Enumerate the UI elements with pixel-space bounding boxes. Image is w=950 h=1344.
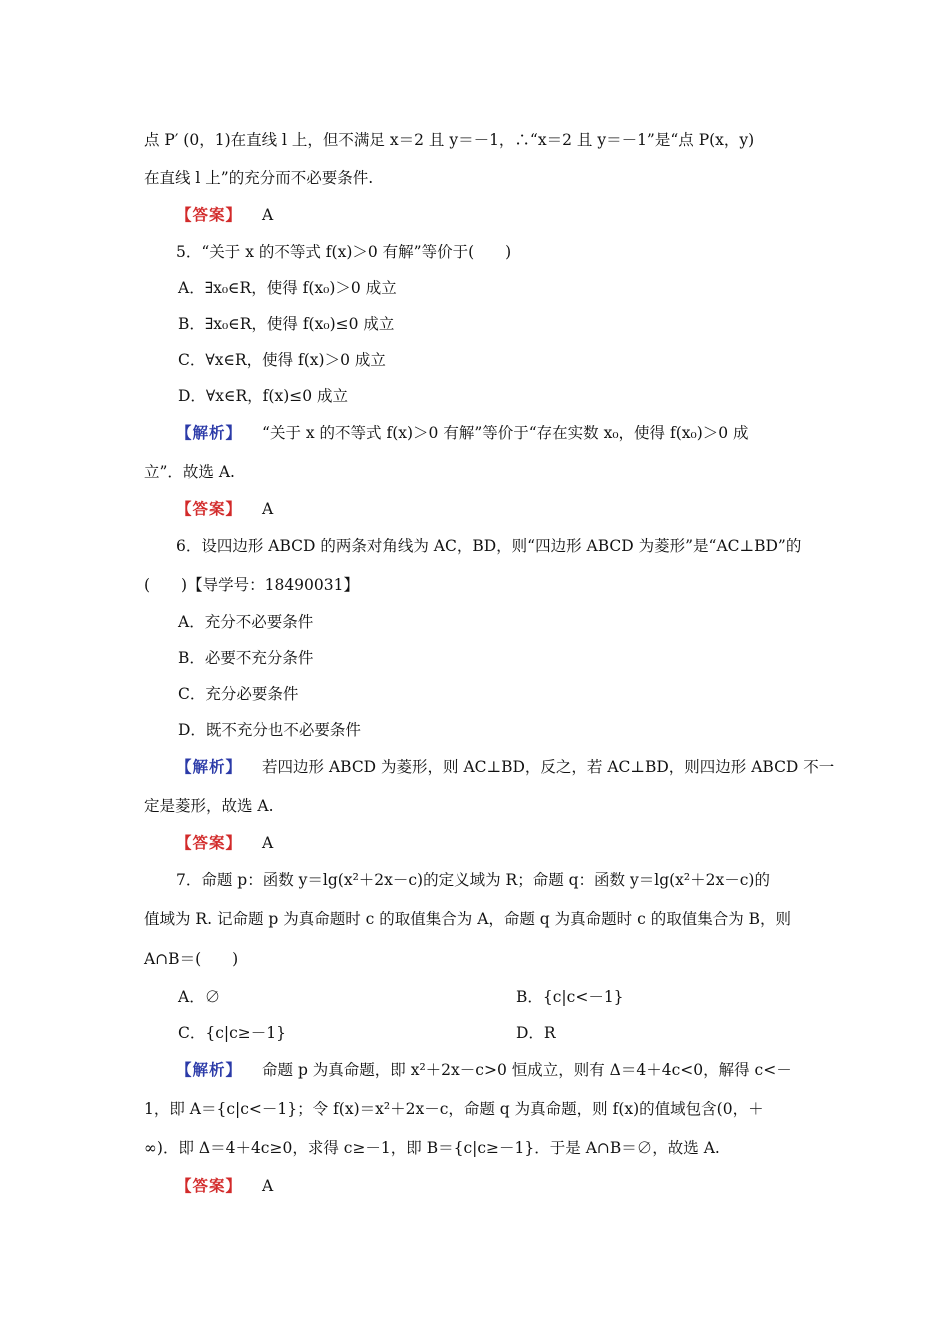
- q6-analysis-text-1: 若四边形 ABCD 为菱形，则 AC⊥BD，反之，若 AC⊥BD，则四边形 ABCD 不一: [262, 758, 835, 776]
- q4-explanation-line-1: 点 P′ (0，1)在直线 l 上，但不满足 x＝2 且 y＝－1，∴“x＝2 且 y＝－1”是“点 P(x，y): [144, 131, 755, 149]
- q5-option-c: C．∀x∈R，使得 f(x)＞0 成立: [178, 351, 386, 369]
- q7-analysis-text-1: 命题 p 为真命题，即 x²＋2x－c>0 恒成立，则有 Δ＝4＋4c<0，解得 c<－: [262, 1061, 792, 1079]
- answer-label: 【答案】: [176, 499, 243, 518]
- q4-answer: [176, 203, 273, 225]
- q5-option-d: D．∀x∈R，f(x)≤0 成立: [178, 387, 349, 405]
- answer-label: 【答案】: [176, 205, 243, 224]
- answer-label: 【答案】: [176, 833, 243, 852]
- q7-option-a: A．∅: [178, 988, 221, 1006]
- q7-stem-line-1: 7．命题 p：函数 y＝lg(x²＋2x－c)的定义域为 R；命题 q：函数 y＝lg(x²＋2x－c)的: [176, 871, 770, 889]
- q7-stem-line-2: 值域为 R. 记命题 p 为真命题时 c 的取值集合为 A，命题 q 为真命题时 c 的取值集合为 B，则: [144, 910, 792, 928]
- q6-stem-line-1: 6．设四边形 ABCD 的两条对角线为 AC，BD，则“四边形 ABCD 为菱形”是“AC⊥BD”的: [176, 537, 802, 555]
- answer-value: A: [262, 500, 274, 518]
- q5-analysis-text-1: “关于 x 的不等式 f(x)＞0 有解”等价于“存在实数 x₀，使得 f(x₀)＞0 成: [262, 424, 749, 442]
- q7-stem-line-3: A∩B＝( ): [144, 950, 239, 968]
- q6-option-c: C．充分必要条件: [178, 685, 299, 703]
- q5-answer: [176, 497, 273, 519]
- q5-analysis-line-2: 立”．故选 A.: [144, 463, 235, 481]
- q7-analysis-line-2: 1，即 A＝{c|c<－1}；令 f(x)＝x²＋2x－c，命题 q 为真命题，则 f(x)的值域包含(0，＋: [144, 1100, 764, 1118]
- q5-stem: 5．“关于 x 的不等式 f(x)＞0 有解”等价于( ): [176, 243, 512, 261]
- q6-option-d: D．既不充分也不必要条件: [178, 721, 361, 739]
- q5-option-a: A．∃x₀∈R，使得 f(x₀)＞0 成立: [178, 279, 397, 297]
- answer-value: A: [262, 206, 274, 224]
- analysis-label: 【解析】: [176, 757, 243, 776]
- q7-analysis-line-1: [176, 1058, 792, 1080]
- answer-value: A: [262, 1177, 274, 1195]
- q6-option-b: B．必要不充分条件: [178, 649, 314, 667]
- answer-label: 【答案】: [176, 1176, 243, 1195]
- q5-analysis-line-1: [176, 421, 749, 443]
- analysis-label: 【解析】: [176, 423, 243, 442]
- q6-answer: [176, 831, 273, 853]
- q7-option-d: D．R: [516, 1024, 556, 1042]
- analysis-label: 【解析】: [176, 1060, 243, 1079]
- q6-analysis-line-2: 定是菱形，故选 A.: [144, 797, 274, 815]
- q6-option-a: A．充分不必要条件: [178, 613, 314, 631]
- q7-answer: [176, 1174, 273, 1196]
- q5-option-b: B．∃x₀∈R，使得 f(x₀)≤0 成立: [178, 315, 395, 333]
- answer-value: A: [262, 834, 274, 852]
- q6-analysis-line-1: [176, 755, 834, 777]
- q4-explanation-line-2: 在直线 l 上”的充分而不必要条件.: [144, 169, 374, 187]
- q7-analysis-line-3: ∞)．即 Δ＝4＋4c≥0，求得 c≥－1，即 B＝{c|c≥－1}．于是 A∩B＝∅，故选 A.: [144, 1139, 720, 1157]
- q7-option-b: B．{c|c<－1}: [516, 988, 624, 1006]
- q6-stem-line-2: ( )【导学号：18490031】: [144, 576, 359, 594]
- q7-option-c: C．{c|c≥－1}: [178, 1024, 287, 1042]
